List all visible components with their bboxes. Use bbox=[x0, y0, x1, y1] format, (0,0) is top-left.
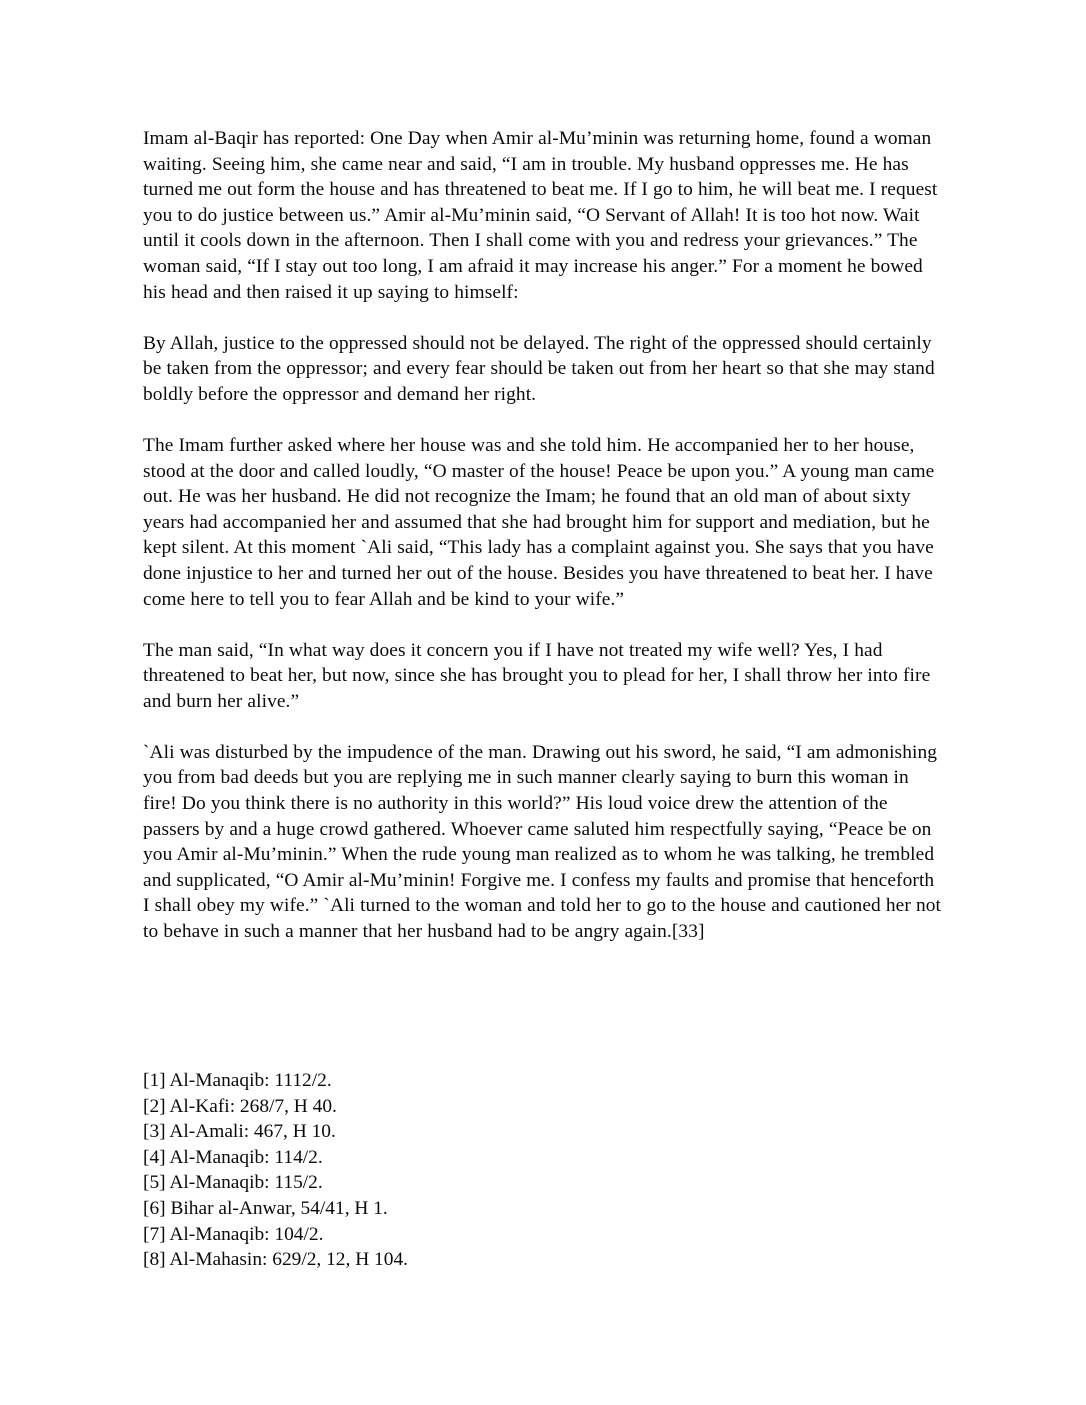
body-text-block bbox=[143, 126, 943, 945]
body-paragraph-1: Imam al-Baqir has reported: One Day when Amir al-Mu’minin was returning home, found a woman waiting. Seeing him, she came near and said, “I am in trouble. My husband oppresses me. He has turned me out form the house and has threatened to beat me. If I go to him, he will beat me. I request you to do justice between us.” Amir al-Mu’minin said, “O Servant of Allah! It is too hot now. Wait until it cools down in the afternoon. Then I shall come with you and redress your grievances.” The woman said, “If I stay out too long, I am afraid it may increase his anger.” For a moment he bowed his head and then raised it up saying to himself: bbox=[143, 128, 938, 303]
footnote-item: [3] Al-Amali: 467, H 10. bbox=[143, 1121, 336, 1143]
footnote-item: [1] Al-Manaqib: 1112/2. bbox=[143, 1070, 332, 1091]
body-paragraph-4: The man said, “In what way does it concern you if I have not treated my wife well? Yes, I had threatened to beat her, but now, since she has brought you to plead for her, I shall throw her into fire and burn her alive.” bbox=[143, 639, 931, 712]
body-paragraph-5: `Ali was disturbed by the impudence of the man. Drawing out his sword, he said, “I am admonishing you from bad deeds but you are replying me in such manner clearly saying to burn this woman in fire! Do you think there is no authority in this world?” His loud voice drew the attention of the passers by and a huge crowd gathered. Whoever came saluted him respectfully saying, “Peace be on you Amir al-Mu’minin.” When the rude young man realized as to whom he was talking, he trembled and supplicated, “O Amir al-Mu’minin! Forgive me. I confess my faults and promise that henceforth I shall obey my wife.” `Ali turned to the woman and told her to go to the house and cautioned her not to behave in such a manner that her husband had to be angry again.[33] bbox=[143, 741, 942, 943]
footnote-item: [4] Al-Manaqib: 114/2. bbox=[143, 1146, 323, 1168]
footnote-item: [6] Bihar al-Anwar, 54/41, H 1. bbox=[143, 1197, 388, 1219]
footnote-item: [5] Al-Manaqib: 115/2. bbox=[143, 1172, 323, 1194]
footnote-item: [8] Al-Mahasin: 629/2, 12, H 104. bbox=[143, 1249, 408, 1271]
footnote-list bbox=[143, 1068, 943, 1273]
body-paragraph-2: By Allah, justice to the oppressed should not be delayed. The right of the oppressed should certainly be taken from the oppressor; and every fear should be taken out from her heart so that she may stand boldly before the oppressor and demand her right. bbox=[143, 332, 935, 405]
body-paragraph-3: The Imam further asked where her house was and she told him. He accompanied her to her house, stood at the door and called loudly, “O master of the house! Peace be upon you.” A young man came out. He was her husband. He did not recognize the Imam; he found that an old man of about sixty years had accompanied her and assumed that she had brought him for support and mediation, but he kept silent. At this moment `Ali said, “This lady has a complaint against you. She says that you have done injustice to her and turned her out of the house. Besides you have threatened to beat her. I have come here to tell you to fear Allah and be kind to your wife.” bbox=[143, 434, 935, 610]
footnote-item: [2] Al-Kafi: 268/7, H 40. bbox=[143, 1095, 337, 1117]
footnote-item: [7] Al-Manaqib: 104/2. bbox=[143, 1223, 324, 1245]
